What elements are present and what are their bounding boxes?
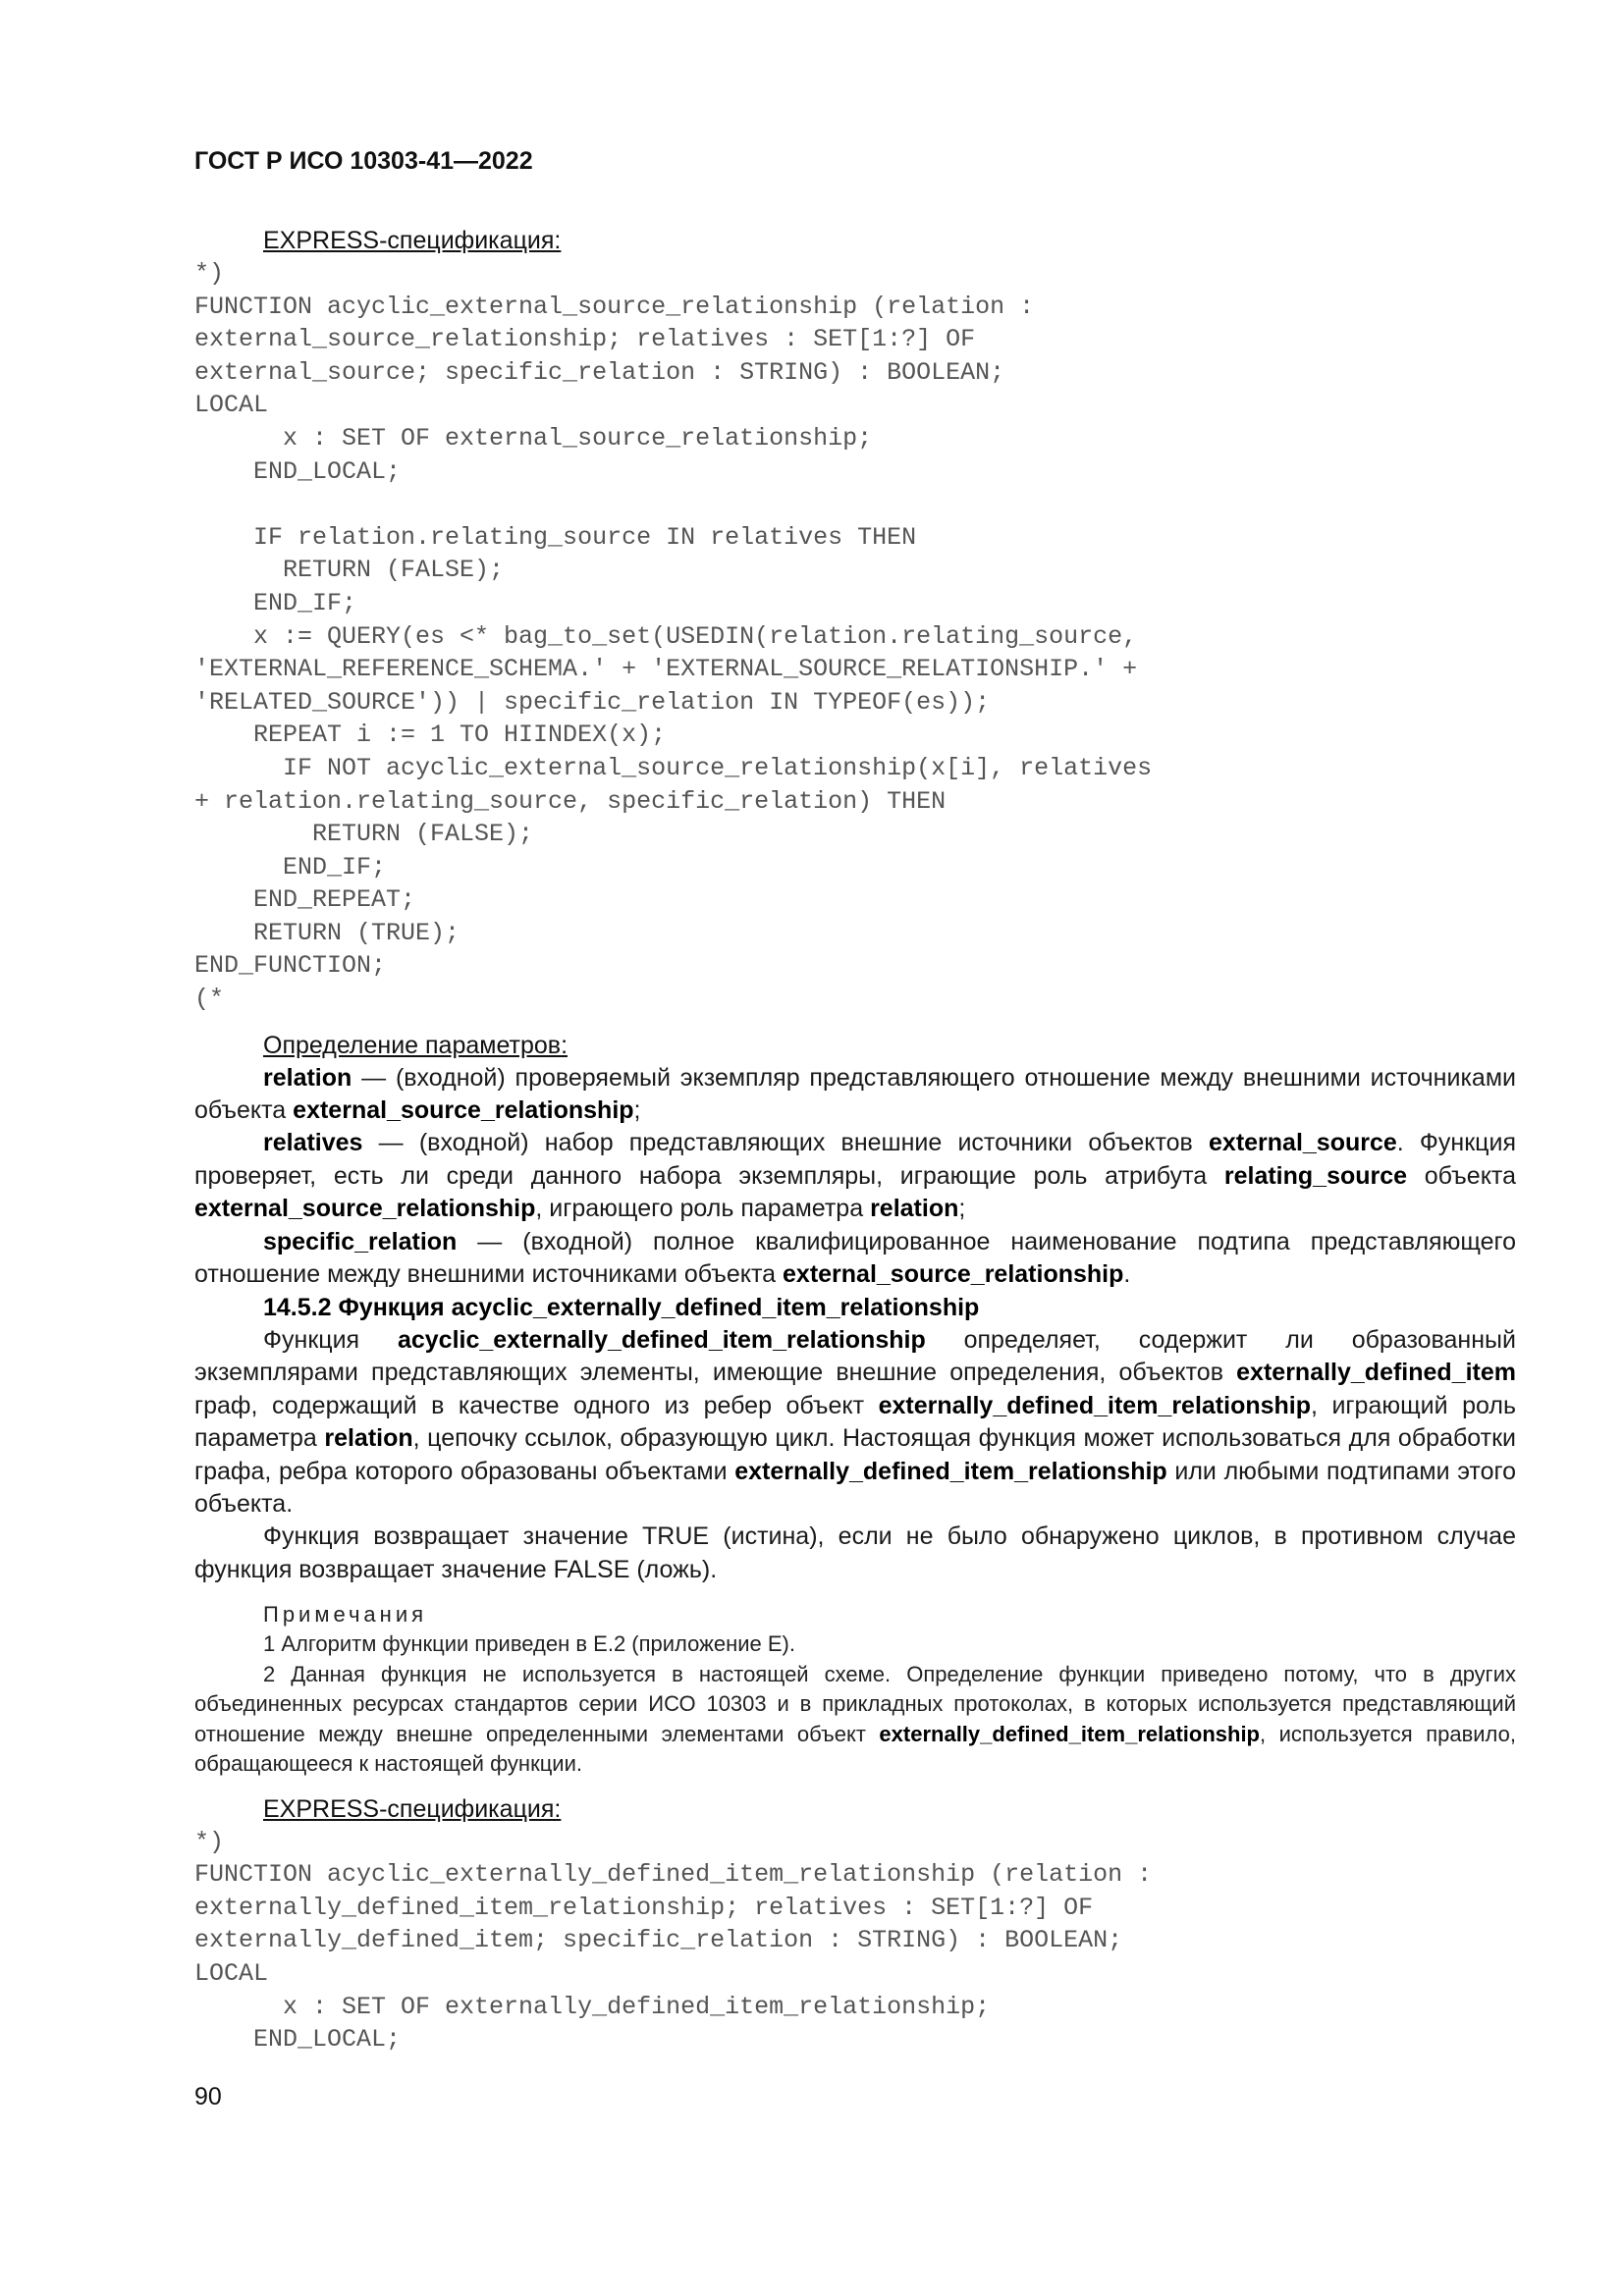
section-heading: 14.5.2 Функция acyclic_externally_defined_item_relationship (263, 1293, 980, 1321)
section-paragraph-2: Функция возвращает значение TRUE (истина), если не было обнаружено циклов, в противном случае функция возвращает значение FALSE (ложь). (194, 1522, 1516, 1583)
entity-name: external_source_relationship (783, 1260, 1124, 1289)
entity-name: external_source_relationship (194, 1195, 536, 1223)
note-2: 2 Данная функция не используется в настоящей схеме. Определение функции приведено потому, что в других объединенных ресурсах стандартов серии ИСО 10303 и в прикладных протоколах, в которых используется представляющий отношение между внешне определенными элементами объект externally_defined_item_relationship, используется правило, обращающееся к настоящей функции. (194, 1661, 1516, 1777)
section-paragraph-1: Функция acyclic_externally_defined_item_relationship определяет, содержит ли образованный экземплярами представляющих элементы, имеющие внешние определения, объектов externally_defined_item граф, содержащий в качестве одного из ребер объект externally_defined_item_relationship, играющий роль параметра relation, цепочку ссылок, образующую цикл. Настоящая функция может использоваться для обработки графа, ребра которого образованы объектами externally_defined_item_relationship или любыми подтипами этого объекта. (194, 1325, 1516, 1518)
entity-name: externally_defined_item (1236, 1359, 1516, 1387)
document-header: ГОСТ Р ИСО 10303-41—2022 (194, 147, 533, 175)
function-name: acyclic_externally_defined_item_relationship (397, 1325, 926, 1354)
parameters-heading: Определение параметров: (263, 1031, 568, 1059)
express-code-block: *) FUNCTION acyclic_external_source_relationship (relation : external_source_relationship; relatives : SET[1:?] OF external_source; specific_relation : STRING) : BOOLEAN; LOCAL x : SET OF external_source_relationship; END_LOCAL; IF relation.relating_source IN relatives THEN RETURN (FALSE); END_IF; x := QUERY(es <* bag_to_set(USEDIN(relation.relating_source, 'EXTERNAL_REFERENCE_SCHEMA.' + 'EXTERNAL_SOURCE_RELATIONSHIP.' + 'RELATED_SOURCE')) | specific_relation IN TYPEOF(es)); REPEAT i := 1 TO HIINDEX(x); IF NOT acyclic_external_source_relationship(x[i], relatives + relation.relating_source, specific_relation) THEN RETURN (FALSE); END_IF; END_REPEAT; RETURN (TRUE); END_FUNCTION; (* (194, 259, 1153, 1014)
entity-name: externally_defined_item_relationship (734, 1457, 1167, 1485)
express-spec-heading: EXPRESS-спецификация: (263, 227, 562, 254)
notes-title: Примечания (263, 1602, 428, 1628)
entity-name: external_source_relationship (293, 1096, 634, 1125)
document-page (194, 147, 1516, 2056)
express-spec-heading-2: EXPRESS-спецификация: (263, 1794, 562, 1823)
term: relation (263, 1063, 352, 1092)
note-1: 1 Алгоритм функции приведен в Е.2 (приложение Е). (263, 1631, 795, 1657)
page-number: 90 (194, 2083, 222, 2110)
param-name: relation (870, 1195, 959, 1223)
entity-name: external_source (1209, 1129, 1397, 1157)
param-relatives: relatives — (входной) набор представляющих внешние источники объектов external_source. Функция проверяет, есть ли среди данного набора экземпляры, играющие роль атрибута relating_source объекта external_source_relationship, играющего роль параметра relation; (194, 1129, 1516, 1223)
term: relatives (263, 1129, 363, 1157)
entity-name: externally_defined_item_relationship (878, 1391, 1312, 1419)
param-relation: relation — (входной) проверяемый экземпляр представляющего отношение между внешними источниками объекта external_source_relationship; (194, 1063, 1516, 1125)
entity-name: externally_defined_item_relationship (879, 1721, 1260, 1746)
attribute-name: relating_source (1223, 1161, 1408, 1190)
param-specific-relation: specific_relation — (входной) полное квалифицированное наименование подтипа представляющего отношение между внешними источниками объекта external_source_relationship. (194, 1227, 1516, 1289)
term: specific_relation (263, 1227, 458, 1255)
express-code-block-2: *) FUNCTION acyclic_externally_defined_item_relationship (relation : externally_defined_item_relationship; relatives : SET[1:?] OF externally_defined_item; specific_relation : STRING) : BOOLEAN; LOCAL x : SET OF externally_defined_item_relationship; END_LOCAL; (194, 1827, 1153, 2055)
param-name: relation (324, 1424, 413, 1453)
